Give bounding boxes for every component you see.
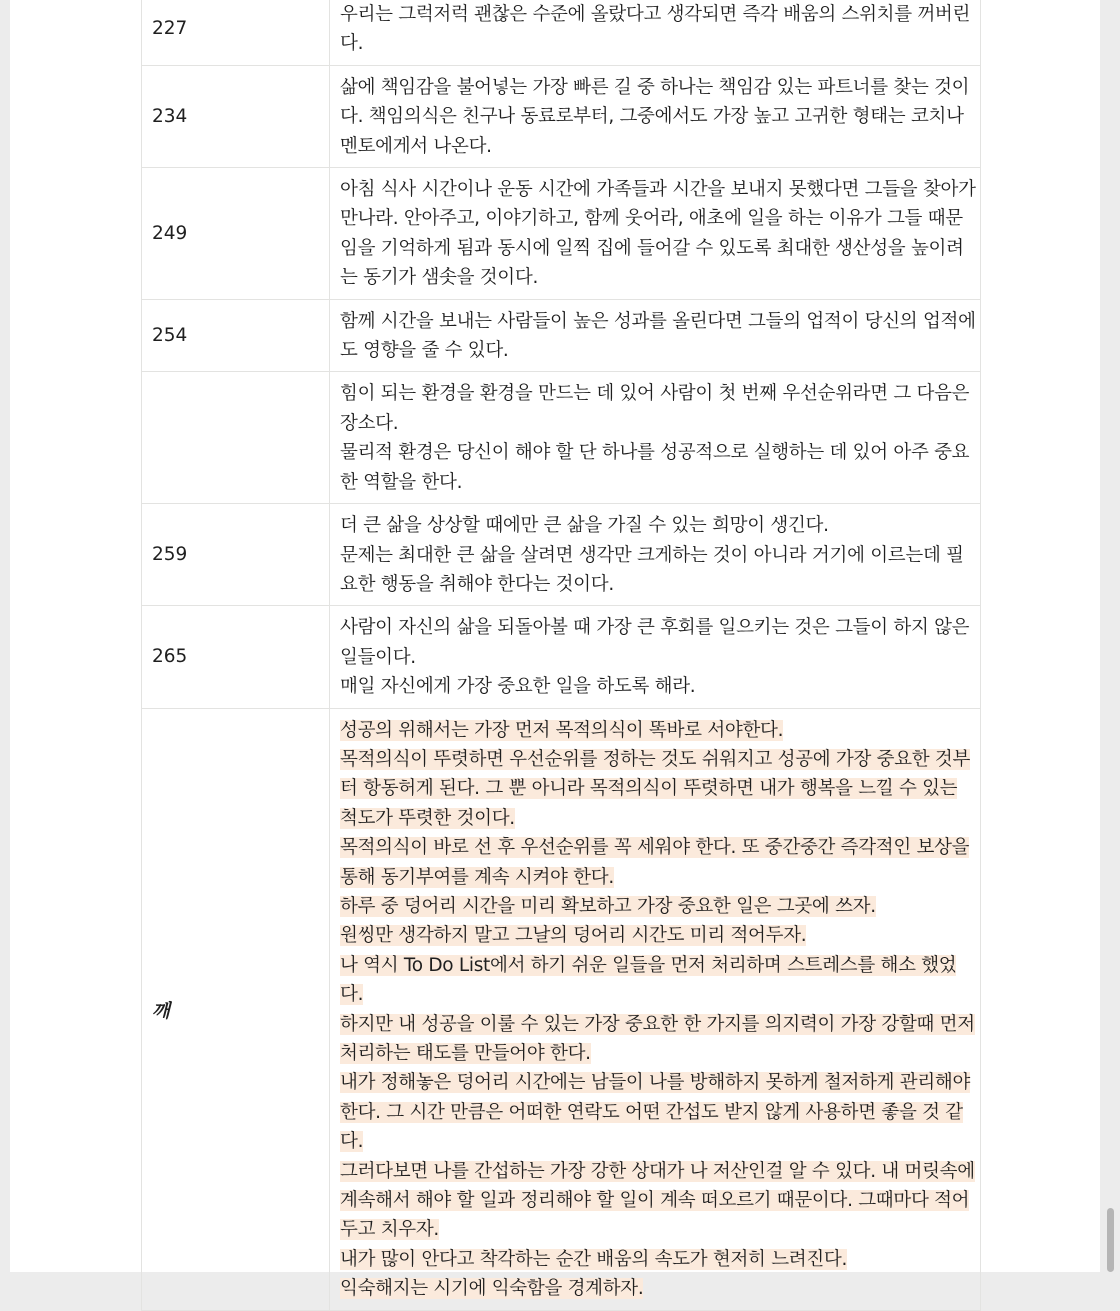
- quote-line: 우리는 그럭저럭 괜찮은 수준에 올랐다고 생각되면 즉각 배움의 스위치를 꺼버린: [340, 4, 971, 25]
- page-number-cell[interactable]: 259: [142, 504, 330, 606]
- highlighted-line: [340, 1010, 975, 1039]
- highlighted-line: [340, 1274, 970, 1303]
- highlighted-line: [340, 1245, 970, 1274]
- table-row: [142, 0, 981, 65]
- highlighted-line: [340, 1215, 970, 1244]
- highlight-mark: 목적의식이 바로 선 후 우선순위를 꼭 세워야 한다. 또 중간중간 즉각적인 보상을: [340, 837, 970, 859]
- quote-line: 멘토에게서 나온다.: [340, 135, 492, 157]
- highlighted-line: [340, 833, 970, 862]
- highlighted-line: [340, 892, 970, 921]
- highlight-mark: 계속해서 해야 할 일과 정리해야 할 일이 계속 떠오르기 때문이다. 그때마다 적어: [340, 1190, 970, 1212]
- quote-line: 매일 자신에게 가장 중요한 일을 하도록 해라.: [340, 676, 696, 698]
- highlight-mark: 내가 많이 안다고 착각하는 순간 배움의 속도가 현저히 느려진다.: [340, 1248, 848, 1270]
- vertical-scrollbar[interactable]: [1100, 0, 1120, 1272]
- quote-line: 만나라. 안아주고, 이야기하고, 함께 웃어라, 애초에 일을 하는 이유가 그들 때문: [340, 208, 963, 230]
- quote-line: 다. 책임의식은 친구나 동료로부터, 그중에서도 가장 높고 고귀한 형태는 코치나: [340, 106, 964, 128]
- highlight-mark: 척도가 뚜렷한 것이다.: [340, 807, 515, 829]
- quote-text-cell[interactable]: [330, 65, 981, 167]
- highlight-mark: 성공의 위해서는 가장 먼저 목적의식이 똑바로 서야한다.: [340, 719, 784, 741]
- reflection-row: [142, 708, 981, 1310]
- highlight-mark: 하루 중 덩어리 시간을 미리 확보하고 가장 중요한 일은 그곳에 쓰자.: [340, 895, 876, 917]
- highlighted-line: [340, 980, 970, 1009]
- highlight-mark: 목적의식이 뚜렷하면 우선순위를 정하는 것도 쉬워지고 성공에 가장 중요한 것부: [340, 748, 971, 770]
- page-number-cell[interactable]: 227: [142, 0, 330, 65]
- highlight-mark: 한다. 그 시간 만큼은 어떠한 연락도 어떤 간섭도 받지 않게 사용하면 좋을 것 같: [340, 1101, 963, 1123]
- quote-text-cell[interactable]: [330, 504, 981, 606]
- highlight-mark: 터 항동허게 된다. 그 뿐 아니라 목적의식이 뚜렷하면 내가 행복을 느낄 수 있는: [340, 778, 958, 800]
- highlight-mark: 두고 치우자.: [340, 1219, 440, 1241]
- quote-line: 함께 시간을 보내는 사람들이 높은 성과를 올린다면 그들의 업적이 당신의 업적에: [340, 310, 976, 332]
- highlighted-line: [340, 1127, 970, 1156]
- page-number-cell[interactable]: 234: [142, 65, 330, 167]
- notes-table: [141, 0, 981, 1311]
- highlight-mark: 처리하는 태도를 만들어야 한다.: [340, 1043, 591, 1064]
- quote-text-cell[interactable]: [330, 299, 981, 372]
- quote-line: 요한 행동을 취해야 한다는 것이다.: [340, 573, 614, 595]
- quote-line: 일들이다.: [340, 646, 416, 668]
- quote-line: 는 동기가 샘솟을 것이다.: [340, 267, 539, 289]
- highlighted-line: [340, 774, 970, 803]
- highlight-mark: 그러다보면 나를 간섭하는 가장 강한 상대가 나 저산인걸 알 수 있다. 내 머릿속에: [340, 1160, 975, 1182]
- highlighted-line: [340, 863, 970, 892]
- quote-line: 물리적 환경은 당신이 해야 할 단 하나를 성공적으로 실행하는 데 있어 아주 중요: [340, 442, 970, 464]
- highlight-mark: 하지만 내 성공을 이룰 수 있는 가장 중요한 한 가지를 의지력이 가장 강할때 먼저: [340, 1013, 975, 1035]
- highlight-mark: 나 역시 To Do List에서 하기 쉬운 일들을 먼저 처리하며 스트레스를 해소 했었: [340, 954, 957, 976]
- reflection-text-cell[interactable]: [330, 708, 981, 1310]
- highlight-mark: 원씽만 생각하지 말고 그날의 덩어리 시간도 미리 적어두자.: [340, 925, 807, 947]
- highlighted-line: [340, 804, 970, 833]
- scrollbar-thumb[interactable]: [1107, 1208, 1114, 1272]
- page-number-cell[interactable]: 249: [142, 168, 330, 300]
- highlight-mark: 통해 동기부여를 계속 시켜야 한다.: [340, 866, 614, 888]
- highlighted-line: [340, 1039, 970, 1068]
- highlight-mark: 다.: [340, 984, 364, 1006]
- quote-line: 임을 기억하게 됨과 동시에 일찍 집에 들어갈 수 있도록 최대한 생산성을 높이려: [340, 237, 964, 259]
- highlighted-line: [340, 1157, 975, 1186]
- table-row: [142, 504, 981, 606]
- highlighted-line: [340, 1068, 970, 1097]
- quote-text-cell[interactable]: [330, 372, 981, 504]
- quote-line: 다.: [340, 33, 364, 55]
- quote-text-cell[interactable]: [330, 606, 981, 708]
- table-row: [142, 65, 981, 167]
- notes-table-body: [142, 0, 981, 1310]
- quote-line: 문제는 최대한 큰 삶을 살려면 생각만 크게하는 것이 아니라 거기에 이르는데 필: [340, 544, 964, 566]
- table-row: [142, 606, 981, 708]
- highlighted-line: [340, 716, 970, 745]
- table-row: [142, 372, 981, 504]
- page-number-cell[interactable]: 254: [142, 299, 330, 372]
- quote-line: 삶에 책임감을 불어넣는 가장 빠른 길 중 하나는 책임감 있는 파트너를 찾는 것이: [340, 76, 970, 98]
- highlight-mark: 익숙해지는 시기에 익숙함을 경계하자.: [340, 1278, 644, 1300]
- quote-text-cell[interactable]: [330, 0, 981, 65]
- quote-line: 장소다.: [340, 412, 399, 434]
- highlight-mark: 다.: [340, 1131, 364, 1153]
- quote-line: 더 큰 삶을 상상할 때에만 큰 삶을 가질 수 있는 희망이 생긴다.: [340, 515, 829, 537]
- table-row: [142, 299, 981, 372]
- quote-line: 한 역할을 한다.: [340, 471, 463, 493]
- highlighted-line: [340, 1098, 970, 1127]
- highlighted-line: [340, 745, 970, 774]
- quote-line: 아침 식사 시간이나 운동 시간에 가족들과 시간을 보내지 못했다면 그들을 찾아가: [340, 179, 976, 201]
- highlighted-line: [340, 1186, 970, 1215]
- reflection-label-cell[interactable]: [142, 708, 330, 1310]
- highlighted-line: [340, 921, 970, 950]
- highlighted-line: [340, 951, 970, 980]
- page-number-cell[interactable]: [142, 372, 330, 504]
- quote-line: 도 영향을 줄 수 있다.: [340, 340, 509, 362]
- page-number-cell[interactable]: 265: [142, 606, 330, 708]
- reflection-label: 깨: [152, 1000, 170, 1022]
- table-row: [142, 168, 981, 300]
- highlight-mark: 내가 정해놓은 덩어리 시간에는 남들이 나를 방해하지 못하게 철저하게 관리해야: [340, 1072, 971, 1094]
- quote-text-cell[interactable]: [330, 168, 981, 300]
- quote-line: 사람이 자신의 삶을 되돌아볼 때 가장 큰 후회를 일으키는 것은 그들이 하지 않은: [340, 617, 970, 639]
- document-page: [10, 0, 1100, 1300]
- quote-line: 힘이 되는 환경을 환경을 만드는 데 있어 사람이 첫 번째 우선순위라면 그 다음은: [340, 383, 970, 405]
